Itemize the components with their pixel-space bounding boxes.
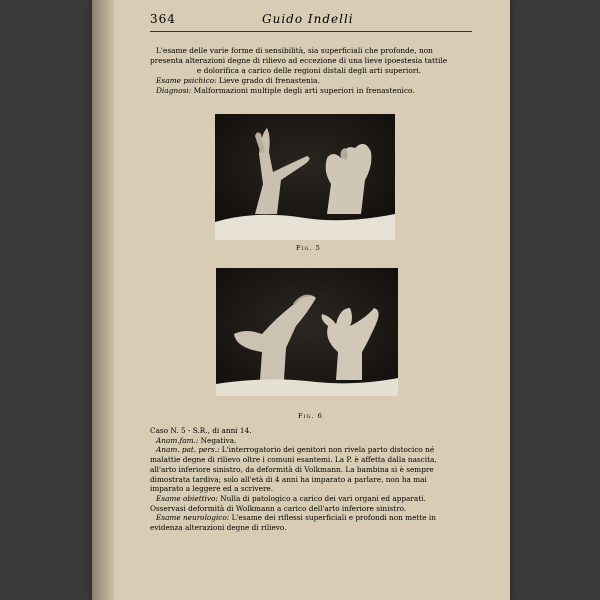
diagnosi-label: Diagnosi: [156,86,192,95]
case-line [150,523,468,533]
case-title: Caso N. 5 - S.R., di anni 14. [150,426,252,435]
case-line-text: Negativa. [198,435,237,445]
diagnosi-text: Malformazioni multiple degli arti superiori in frenastenico. [191,86,415,95]
case-line [150,504,468,514]
case-line-text: all'arto inferiore sinistro, da deformità di Volkmann. La bambina si è sempre [150,464,434,474]
case-line-text: L'esame dei riflessi superficiali e profondi non mette in [229,513,436,523]
figure-6-photo [216,268,398,396]
case-line-text: imparato a leggere ed a scrivere. [150,484,274,494]
page-number: 364 [150,12,176,26]
diagnosi-line [150,86,468,96]
case-line [150,484,468,494]
intro-paragraph [150,46,468,96]
running-head: Guido Indelli [262,12,354,26]
page-header [150,12,480,28]
case-line-text: L'interrogatorio dei genitori non rivela parto distocico né [219,445,435,455]
case-line-label: Esame neurologico: [156,513,230,523]
case-line-label: Esame obiettivo: [156,493,218,503]
case-line-label: Anam. pat. pers.: [156,445,220,455]
case-line-text: dimostrata tardiva; solo all'età di 4 anni ha imparato a parlare, non ha mai [150,474,427,484]
hands-photo-5 [215,114,395,240]
case-line [150,475,468,485]
intro-line: presenta alterazioni degne di rilievo ad eccezione di una lieve ipoestesia tattile [150,56,448,65]
case-line [150,494,468,504]
case-line [150,465,468,475]
case-line [150,445,468,455]
figure-6-caption: Fig. 6 [298,412,323,420]
page-gutter-shadow [92,0,114,600]
figure-5-caption: Fig. 5 [296,244,321,252]
case-report [150,426,468,533]
case-line-label: Anam.fam.: [156,435,199,445]
case-line [150,513,468,523]
hands-photo-6 [216,268,398,396]
intro-line: e dolorifica a carico delle regioni distali degli arti superiori. [196,66,422,75]
intro-line: L'esame delle varie forme di sensibilità, sia superficiali che profonde, non [156,46,433,55]
case-line [150,436,468,446]
header-rule [150,31,472,32]
case-line-text: Nulla di patologico a carico dei vari organi ed apparati. [217,493,426,503]
esame-psichico-label: Esame psichico: [156,76,217,85]
case-line [150,455,468,465]
case-line-text: Osservasi deformità di Wolkmann a carico dell'arto inferiore sinistro. [150,503,407,513]
esame-psichico-text: Lieve grado di frenastenia. [216,76,320,85]
esame-psichico-line [150,76,468,86]
case-line-text: malattie degne di rilievo oltre i comuni esantemi. La P. è affetta dalla nascita, [150,455,437,465]
case-line-text: evidenza alterazioni degne di rilievo. [150,523,287,533]
figure-5-photo [215,114,395,240]
